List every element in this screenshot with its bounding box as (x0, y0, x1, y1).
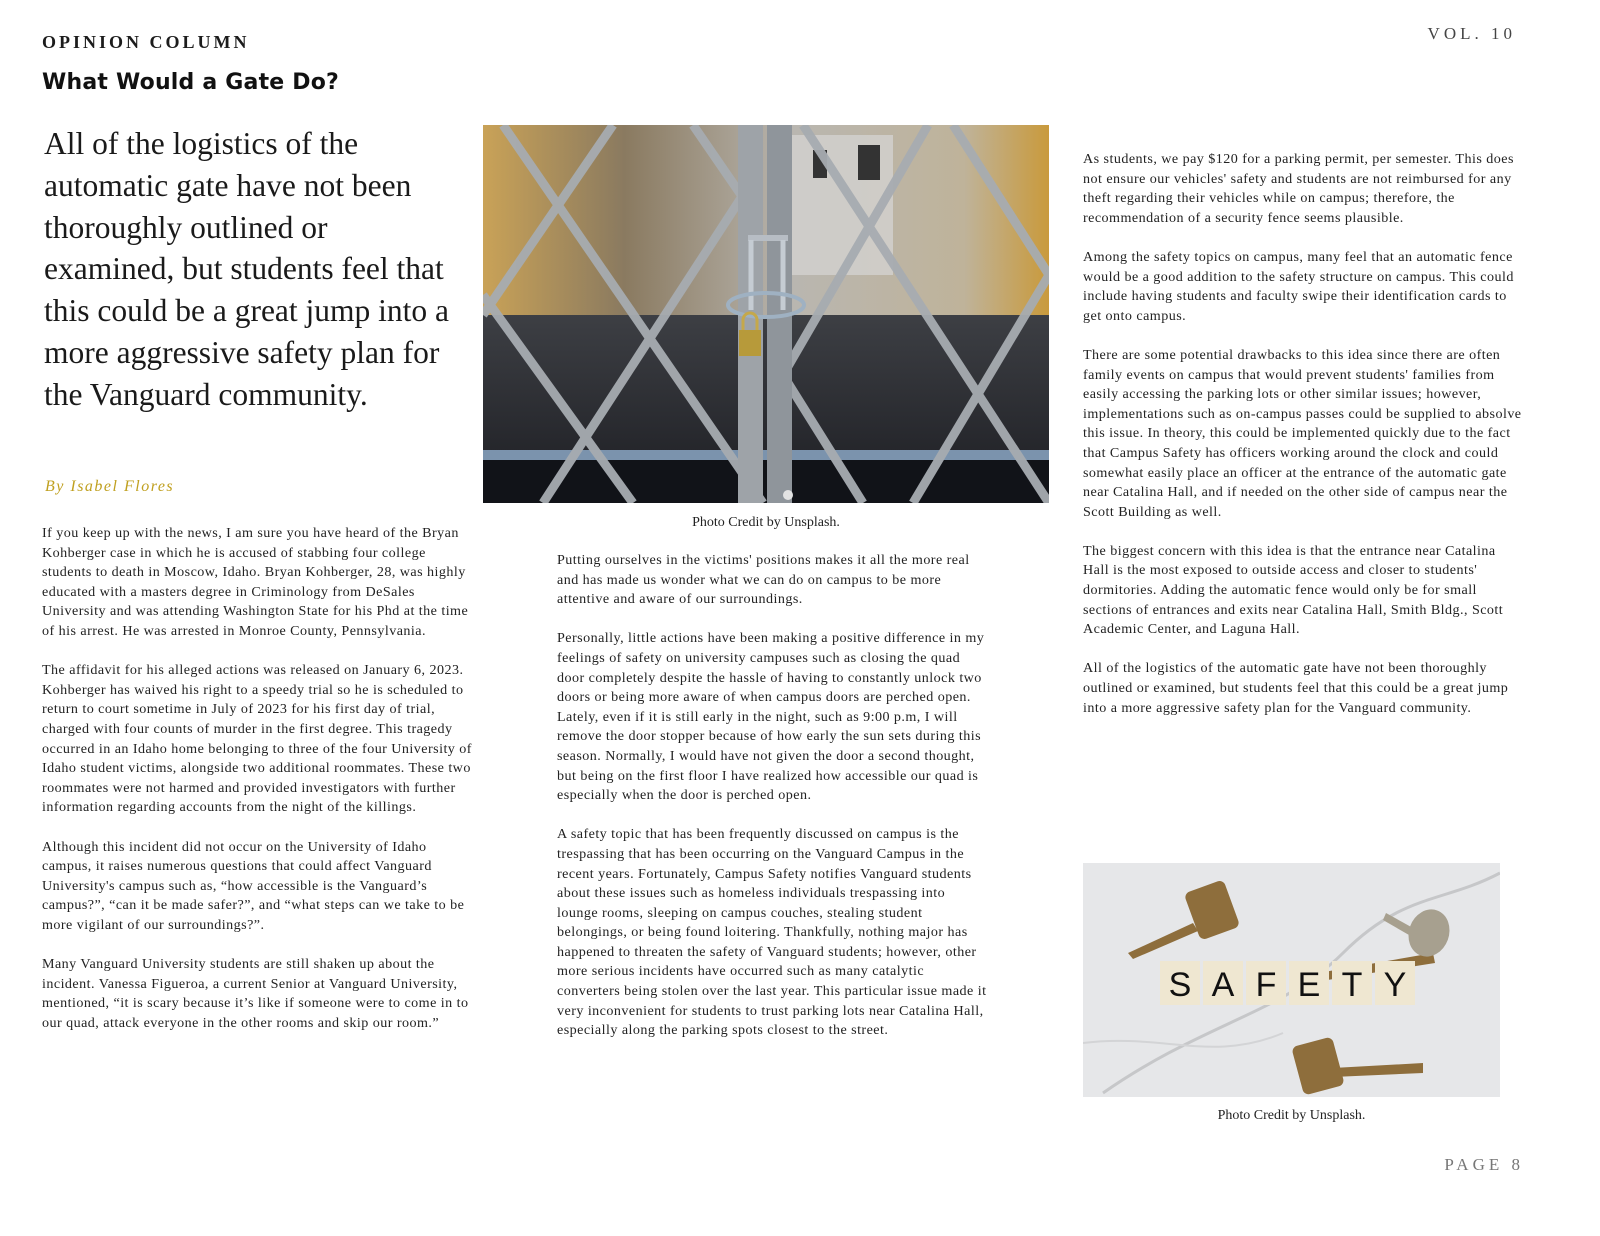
paragraph: The biggest concern with this idea is that the entrance near Catalina Hall is the most exposed to outside access and closer to students' dormitories. Adding the automatic fence would only be for small sections of entrances and exits near Catalina Hall, Smith Bldg., Scott Academic Center, and Laguna Hall. (1083, 542, 1504, 638)
tile-letter: A (1211, 966, 1235, 1004)
tile-letter: F (1255, 966, 1277, 1004)
paragraph: The affidavit for his alleged actions was released on January 6, 2023. Kohberger has waived his right to a speedy trial so he is scheduled to return to court sometime in July of 2023 for his first day of trial, charged with four counts of murder in the first degree. This tragedy occurred in an Idaho home belonging to three of the four University of Idaho student victims, alongside two additional roommates. These two roommates were not harmed and provided investigators with further information regarding accounts from the night of the killings. (42, 662, 472, 816)
photo-caption: Photo Credit by Unsplash. (692, 515, 840, 530)
paragraph: Personally, little actions have been making a positive difference in my feelings of safety on university campuses such as closing the quad door completely despite the hassle of having to constantly unlock two doors or being more aware of when campus doors are perched open. Lately, even if it is still early in the night, such as 9:00 p.m, I will remove the door stopper because of how early the sun sets during this season. Normally, I would have not given the door a second thought, but being on the first floor I have realized how accessible our quad is especially when the door is perched open. (557, 630, 985, 804)
locked-gate-photo (483, 125, 1049, 503)
section-label: OPINION COLUMN (42, 32, 250, 52)
photo-caption: Photo Credit by Unsplash. (1217, 1108, 1366, 1123)
paragraph: All of the logistics of the automatic gate have not been thoroughly outlined or examined, but students feel that this could be a great jump into a more aggressive safety plan for the Vanguard community. (1083, 660, 1509, 716)
paragraph: As students, we pay $120 for a parking permit, per semester. This does not ensure our vehicles' safety and students are not reimbursed for any theft regarding their vehicles while on campus; therefore, the recommendation of a security fence seems plausible. (1083, 151, 1514, 226)
article-headline: What Would a Gate Do? (42, 70, 339, 95)
paragraph: Among the safety topics on campus, many feel that an automatic fence would be a good addition to the safety structure on campus. This could include having students and faculty swipe their identification cards to get onto campus. (1083, 248, 1514, 324)
article-column-1 (42, 524, 472, 1053)
safety-tiles-photo (1083, 863, 1500, 1097)
paragraph: Many Vanguard University students are still shaken up about the incident. Vanessa Figueroa, a current Senior at Vanguard University, mentioned, “it is scary because it’s like if someone were to come in to our quad, attack everyone in the other rooms and skip our room.” (42, 956, 469, 1031)
paragraph: A safety topic that has been frequently discussed on campus is the trespassing that has been occurring on the Vanguard Campus in the recent years. Fortunately, Campus Safety notifies Vanguard students about these issues such as homeless individuals trespassing into lounge rooms, sleeping on campus couches, stealing student belongings, or being found loitering. Thankfully, nothing major has happened to threaten the safety of Vanguard students; however, other more serious incidents have occurred such as many catalytic converters being stolen over the last year. This particular issue made it very inconvenient for students to trust parking lots near Catalina Hall, especially along the parking spots closest to the street. (557, 826, 987, 1039)
volume-label: VOL. 10 (1427, 24, 1516, 43)
page-number: PAGE 8 (1444, 1155, 1524, 1174)
paragraph: There are some potential drawbacks to this idea since there are often family events on campus that would prevent students' families from easily accessing the parking lots or other similar issues; however, implementations such as on-campus passes could be supplied to absolve this issue. In theory, this could be implemented quickly due to the fact that Campus Safety has officers working around the clock and could somewhat easily place an officer at the entrance of the automatic gate near Catalina Hall, and if needed on the other side of campus near the Scott Building as well. (1083, 346, 1522, 520)
byline: By Isabel Flores (45, 478, 175, 495)
gate-image-icon (483, 125, 1049, 503)
tile-letter: T (1341, 966, 1363, 1004)
paragraph: Putting ourselves in the victims' positions makes it all the more real and has made us wonder what we can do on campus to be more attentive and aware of our surroundings. (557, 552, 970, 608)
pull-quote: All of the logistics of the automatic gate have not been thoroughly outlined or examined, but students feel that this could be a great jump into a more aggressive safety plan for the Vanguard community. (44, 126, 450, 412)
article-column-3 (1083, 150, 1523, 738)
paragraph: If you keep up with the news, I am sure you have heard of the Bryan Kohberger case in which he is accused of stabbing four college students to death in Moscow, Idaho. Bryan Kohberger, 28, was highly educated with a masters degree in Criminology from DeSales University and was attending Washington State for his Phd at the time of his arrest. He was arrested in Monroe County, Pennsylvania. (42, 525, 469, 639)
paragraph: Although this incident did not occur on the University of Idaho campus, it raises numerous questions that could affect Vanguard University's campus such as, “how accessible is the Vanguard’s campus?”, “can it be made safer?”, and “what steps can we take to be more vigilant of our surroundings?”. (42, 838, 465, 933)
tile-letter: S (1168, 966, 1192, 1004)
safety-image-icon (1083, 863, 1500, 1097)
article-column-2 (557, 551, 987, 1060)
tile-letter: E (1297, 966, 1321, 1004)
tile-letter: Y (1383, 966, 1407, 1004)
